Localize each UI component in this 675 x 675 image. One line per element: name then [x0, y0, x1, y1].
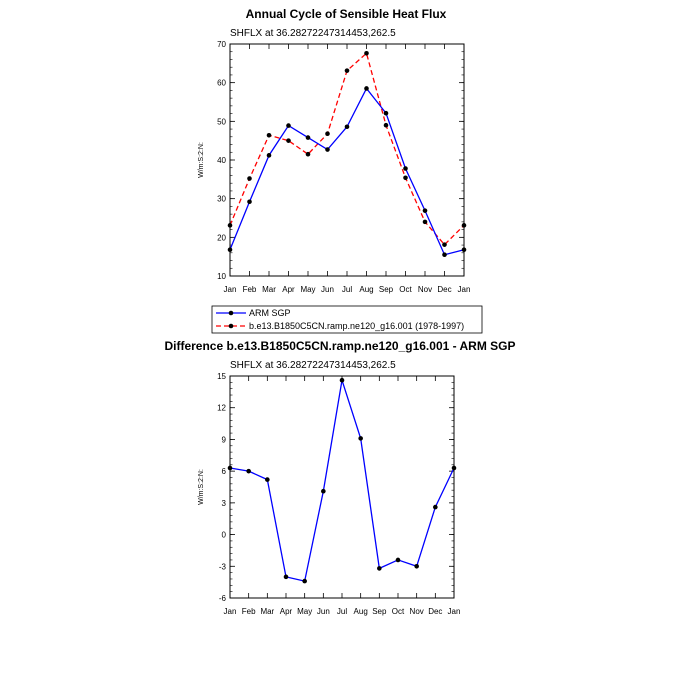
chart-1-series-0-point-1	[247, 199, 252, 204]
chart-1-x-tick-label-8: Sep	[378, 285, 394, 294]
chart-1-x-tick-label-12: Jan	[457, 285, 471, 294]
chart-2-series-0-point-4	[302, 579, 307, 584]
chart-1-series-0-point-4	[306, 135, 311, 140]
chart-1-series-1-point-7	[364, 51, 369, 56]
chart-2-series-0-point-10	[414, 564, 419, 569]
chart-1-x-tick-label-4: May	[300, 285, 316, 294]
chart-1-series-1-point-11	[442, 242, 447, 247]
chart-1-y-tick-label-2: 30	[217, 194, 226, 204]
chart-2-x-tick-label-9: Oct	[391, 607, 405, 616]
chart-1-y-tick-label-6: 70	[217, 40, 226, 49]
chart-2-subtitle: SHFLX at 36.28272247314453,262.5	[230, 360, 396, 371]
chart-1-series-1-point-5	[325, 131, 330, 136]
chart-1-series-0-point-11	[442, 252, 447, 257]
chart-2-series-0-point-12	[452, 466, 457, 471]
chart-1-series-line-0	[230, 88, 464, 254]
chart-1-series-1-point-3	[286, 138, 291, 143]
chart-1-series-0-point-3	[286, 123, 291, 128]
chart-2-x-tick-label-3: Apr	[279, 607, 293, 616]
chart-1-series-0-point-10	[423, 208, 428, 213]
chart-1-x-tick-label-11: Dec	[437, 285, 452, 294]
chart-2-series-0-point-3	[284, 575, 289, 580]
chart-2-y-tick-label-4: 6	[221, 467, 226, 477]
chart-1-title: Annual Cycle of Sensible Heat Flux	[245, 7, 447, 21]
chart-2-x-tick-label-2: Mar	[260, 607, 275, 616]
chart-1-x-tick-label-9: Oct	[399, 285, 412, 294]
chart-1-series-0-point-0	[228, 247, 233, 252]
chart-2-series-0-point-6	[340, 378, 345, 383]
chart-1-x-tick-label-3: Apr	[282, 285, 295, 294]
chart-2-y-axis-label: W/m:S:2:N:	[198, 469, 205, 505]
chart-2-y-tick-label-7: 15	[217, 372, 226, 381]
chart-1-series-0-point-5	[325, 147, 330, 152]
chart-2-series-0-point-8	[377, 566, 382, 571]
chart-2-x-tick-label-8: Sep	[372, 607, 387, 616]
chart-2-x-tick-label-7: Aug	[353, 607, 368, 616]
chart-1-frame	[230, 44, 464, 276]
chart-2-series-0-point-1	[246, 469, 251, 474]
legend-marker-model	[229, 324, 234, 329]
chart-2-series-0-point-11	[433, 505, 438, 510]
chart-1-y-tick-label-3: 40	[217, 156, 226, 165]
chart-1-series-1-point-9	[403, 175, 408, 180]
chart-1-series-1-point-6	[345, 68, 350, 73]
chart-1-series-1-point-2	[267, 133, 272, 138]
chart-2-series-0-point-0	[228, 466, 233, 471]
chart-2-x-tick-label-6: Jul	[336, 607, 348, 616]
chart-2-series-0-point-2	[265, 477, 270, 482]
chart-1-x-tick-label-10: Nov	[417, 285, 433, 294]
chart-2-y-tick-label-5: 9	[221, 435, 226, 445]
chart-1-y-tick-label-1: 20	[217, 233, 226, 243]
chart-2-y-tick-label-2: 0	[221, 530, 226, 540]
chart-1-x-tick-label-5: Jun	[321, 285, 334, 294]
chart-2-y-tick-label-6: 12	[217, 403, 226, 413]
legend-label-arm-sgp: ARM SGP	[249, 308, 291, 318]
chart-2-x-tick-label-4: May	[297, 607, 313, 616]
chart-2-x-tick-label-12: Jan	[447, 607, 461, 616]
chart-2-x-tick-label-11: Dec	[428, 607, 443, 616]
chart-1-x-tick-label-6: Jul	[341, 285, 353, 294]
chart-1-series-0-point-9	[403, 166, 408, 171]
chart-1-series-line-1	[230, 53, 464, 244]
chart-2-y-tick-label-0: -6	[218, 594, 226, 603]
chart-1-series-1-point-12	[462, 223, 467, 228]
chart-2-series-0-point-7	[358, 436, 363, 441]
chart-2	[164, 339, 515, 616]
chart-1-series-1-point-8	[384, 123, 389, 128]
legend-label-model: b.e13.B1850C5CN.ramp.ne120_g16.001 (1978-1997)	[249, 321, 465, 331]
chart-1-y-axis-label: W/m:S:2:N:	[198, 142, 205, 178]
chart-1-x-tick-label-1: Feb	[242, 285, 257, 294]
legend-marker-arm-sgp	[229, 311, 234, 316]
chart-2-y-tick-label-3: 3	[221, 498, 226, 508]
chart-1-x-tick-label-0: Jan	[223, 285, 237, 294]
chart-2-x-tick-label-10: Nov	[409, 607, 424, 616]
chart-1-series-1-point-0	[228, 223, 233, 228]
chart-2-x-tick-label-1: Feb	[241, 607, 256, 616]
chart-2-series-0-point-5	[321, 489, 326, 494]
chart-2-series-0-point-9	[396, 558, 401, 563]
chart-2-title: Difference b.e13.B1850C5CN.ramp.ne120_g16.001 - ARM SGP	[164, 339, 516, 353]
chart-1-series-0-point-7	[364, 86, 369, 91]
chart-1-series-0-point-6	[345, 124, 350, 129]
chart-2-series-line-0	[230, 380, 454, 581]
chart-1-legend	[212, 306, 482, 333]
chart-1	[198, 7, 482, 333]
chart-1-y-tick-label-0: 10	[217, 272, 226, 281]
chart-1-y-tick-label-4: 50	[217, 117, 226, 127]
chart-1-series-1-point-4	[306, 152, 311, 157]
chart-1-series-0-point-12	[462, 247, 467, 252]
chart-2-y-tick-label-1: -3	[218, 562, 226, 572]
chart-1-y-tick-label-5: 60	[217, 78, 226, 88]
chart-1-series-1-point-10	[423, 220, 428, 225]
chart-1-series-0-point-8	[384, 111, 389, 116]
chart-2-x-tick-label-0: Jan	[223, 607, 237, 616]
chart-2-frame	[230, 376, 454, 598]
chart-1-x-tick-label-7: Aug	[359, 285, 374, 294]
chart-2-plot-area	[217, 372, 460, 616]
chart-1-plot-area	[217, 40, 470, 294]
chart-1-subtitle: SHFLX at 36.28272247314453,262.5	[230, 28, 396, 39]
chart-1-x-tick-label-2: Mar	[262, 285, 276, 294]
chart-2-x-tick-label-5: Jun	[316, 607, 330, 616]
chart-1-series-1-point-1	[247, 176, 252, 181]
chart-1-series-0-point-2	[267, 153, 272, 158]
